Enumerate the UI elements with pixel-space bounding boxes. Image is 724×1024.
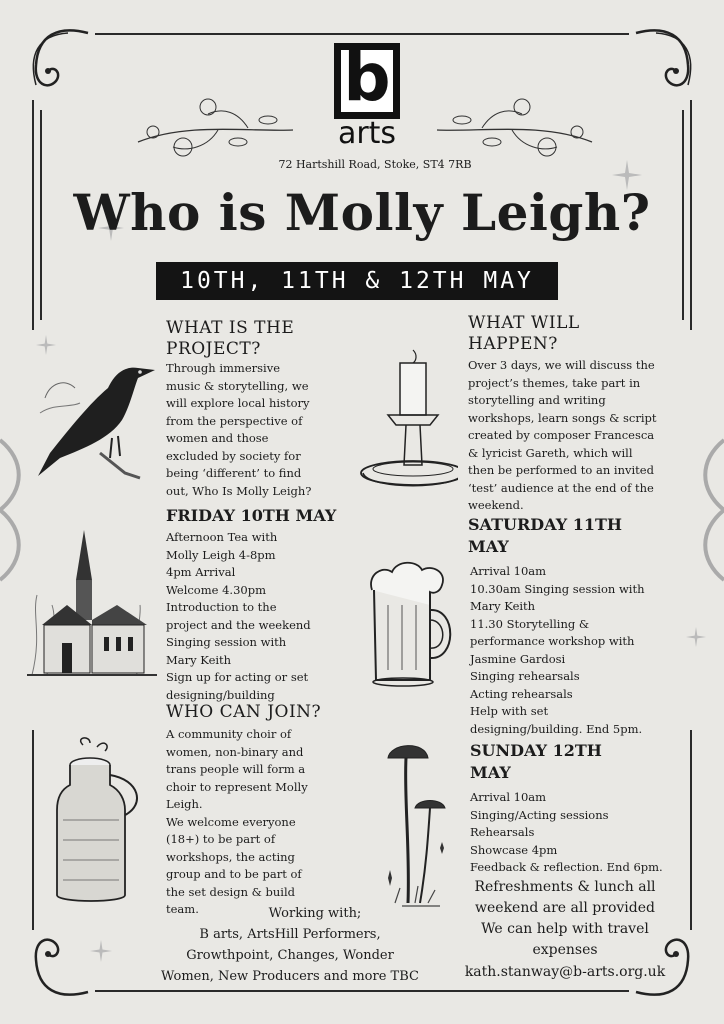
candle-icon [358,345,458,500]
frame-left-line-low [32,730,34,930]
what-will-happen-heading: WHAT WILL HAPPEN? [468,313,580,354]
crow-icon [30,358,165,483]
sparkle-icon [686,627,706,647]
sunday-heading: SUNDAY 12TH MAY [470,741,602,782]
frame-right-line-low [690,730,692,930]
frame-left-line-2 [40,110,42,320]
corner-flourish-icon [626,15,706,95]
saturday-schedule: Arrival 10am 10.30am Singing session with Mary Keith 11.30 Storytelling & performance workshop with Jasmine Gardosi Singing rehearsals Acting rehearsals Help with set designing/building. End 5pm. [470,564,645,736]
frame-bottom-line [95,990,629,992]
who-can-join-heading: WHO CAN JOIN? [166,702,322,722]
what-will-happen-text: Over 3 days, we will discuss the project’s themes, take part in storytelling and writing workshops, learn songs & script created by composer Francesca & lyricist Gareth, which will then be performed to an invited ‘test’ audience at the end of the weekend. [468,358,657,512]
what-is-project-heading: WHAT IS THE PROJECT? [166,318,295,359]
b-arts-logo: b [334,43,400,119]
church-icon [22,525,162,685]
partners-list: Working with; B arts, ArtsHill Performers, Growthpoint, Changes, Wonder Women, New Producers and more TBC [161,906,419,984]
who-can-join-text: A community choir of women, non-binary and trans people will form a choir to represent Molly Leigh. We welcome everyone (18+) to be part of workshops, the acting group and to be part of the set design & build team. [166,727,308,916]
beer-mug-icon [362,560,462,690]
corner-flourish-icon [18,15,98,95]
side-filigree-icon [694,430,724,590]
frame-right-line [690,100,692,330]
dates-banner: 10TH, 11TH & 12TH MAY [156,262,558,300]
milk-churn-icon [45,735,155,910]
venue-address: 72 Hartshill Road, Stoke, ST4 7RB [278,158,472,171]
saturday-heading: SATURDAY 11TH MAY [468,515,623,556]
sunday-schedule: Arrival 10am Singing/Acting sessions Rehearsals Showcase 4pm Feedback & reflection. End 6pm. [470,790,663,874]
refreshments-note: Refreshments & lunch all weekend are all provided We can help with travel expenses [474,879,656,958]
page-title: Who is Molly Leigh? [73,183,651,242]
sparkle-icon [36,335,56,355]
corner-flourish-icon [18,930,98,1010]
contact-email[interactable]: kath.stanway@b-arts.org.uk [464,964,666,980]
sparkle-icon [90,940,112,962]
what-is-project-text: Through immersive music & storytelling, we will explore local history from the perspective of women and those excluded by society for being ‘different’ to find out, Who Is Molly Leigh? [166,361,312,498]
frame-left-line [32,100,34,330]
friday-heading: FRIDAY 10TH MAY [166,506,337,525]
logo-wordmark: arts [337,116,397,151]
friday-schedule: Afternoon Tea with Molly Leigh 4-8pm 4pm Arrival Welcome 4.30pm Introduction to the project and the weekend Singing session with Mary Keith Sign up for acting or set designing/building [166,530,311,702]
frame-right-line-2 [682,110,684,320]
frame-top-line [95,33,629,35]
